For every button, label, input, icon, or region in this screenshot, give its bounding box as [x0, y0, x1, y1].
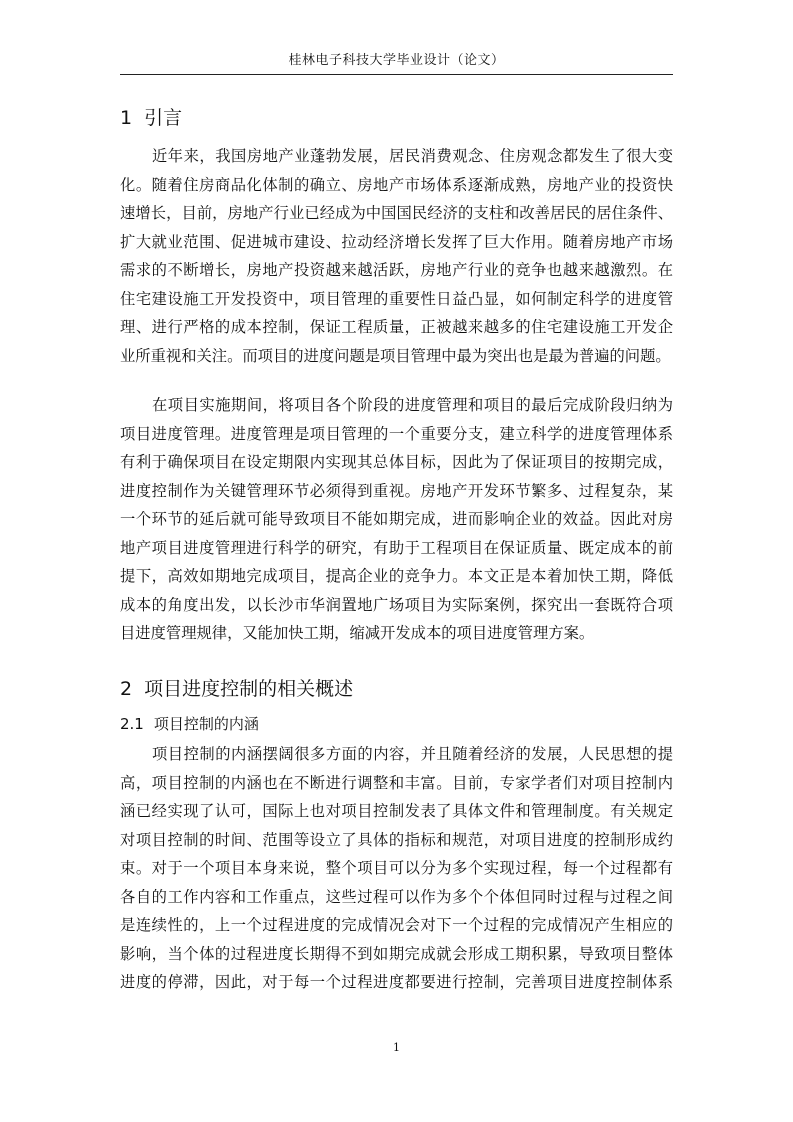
text-line: 涵已经实现了认可，国际上也对项目控制发表了具体文件和管理制度。有关规定 — [120, 802, 673, 820]
text-line: 需求的不断增长，房地产投资越来越活跃，房地产行业的竞争也越来越激烈。在 — [120, 261, 673, 279]
section-2-heading — [120, 677, 353, 701]
section-1-paragraph-1 — [120, 142, 673, 370]
section-1-number: 1 — [120, 107, 133, 129]
subsection-2-1-title: 项目控制的内涵 — [153, 715, 259, 733]
text-line: 业所重视和关注。而项目的进度问题是项目管理中最为突出也是最为普遍的问题。 — [120, 346, 671, 365]
section-2-number: 2 — [120, 678, 133, 700]
subsection-2-1-paragraph-1 — [120, 740, 673, 997]
text-line: 目进度管理规律，又能加快工期，缩减开发成本的项目进度管理方案。 — [120, 624, 595, 642]
text-line: 项目控制的内涵摆阔很多方面的内容，并且随着经济的发展，人民思想的提 — [152, 745, 673, 763]
text-line: 提下，高效如期地完成项目，提高企业的竞争力。本文正是本着加快工期，降低 — [120, 567, 673, 585]
text-line: 地产项目进度管理进行科学的研究，有助于工程项目在保证质量、既定成本的前 — [120, 538, 673, 557]
header-rule — [120, 74, 673, 75]
text-line: 高，项目控制的内涵也在不断进行调整和丰富。目前，专家学者们对项目控制内 — [120, 773, 673, 792]
section-1-paragraph-2 — [120, 391, 673, 648]
text-line: 住宅建设施工开发投资中，项目管理的重要性日益凸显，如何制定科学的进度管 — [120, 289, 673, 308]
text-line: 对项目控制的时间、范围等设立了具体的指标和规范，对项目进度的控制形成约 — [120, 830, 673, 849]
text-line: 是连续性的，上一个过程进度的完成情况会对下一个过程的完成情况产生相应的 — [120, 916, 673, 934]
text-line: 项目进度管理。进度管理是项目管理的一个重要分支，建立科学的进度管理体系 — [120, 424, 673, 443]
text-line: 一个环节的延后就可能导致项目不能如期完成，进而影响企业的效益。因此对房 — [120, 510, 673, 528]
section-1-title: 引言 — [144, 107, 183, 129]
text-line: 扩大就业范围、促进城市建设、拉动经济增长发挥了巨大作用。随着房地产市场 — [120, 232, 673, 251]
text-line: 化。随着住房商品化体制的确立、房地产市场体系逐渐成熟，房地产业的投资快 — [120, 175, 673, 194]
text-line: 理、进行严格的成本控制，保证工程质量，正被越来越多的住宅建设施工开发企 — [120, 318, 673, 336]
text-line: 影响，当个体的过程进度长期得不到如期完成就会形成工期积累，导致项目整体 — [120, 944, 673, 963]
page-number: 1 — [393, 1041, 400, 1054]
text-line: 进度控制作为关键管理环节必须得到重视。房地产开发环节繁多、过程复杂，某 — [120, 481, 673, 500]
text-line: 在项目实施期间，将项目各个阶段的进度管理和项目的最后完成阶段归纳为 — [152, 396, 673, 414]
subsection-2-1-heading — [120, 714, 259, 734]
text-line: 各自的工作内容和工作重点，这些过程可以作为多个个体但同时过程与过程之间 — [120, 887, 673, 906]
section-1-heading — [120, 106, 182, 130]
subsection-2-1-number: 2.1 — [120, 715, 144, 733]
text-line: 成本的角度出发，以长沙市华润置地广场项目为实际案例，探究出一套既符合项 — [120, 595, 673, 614]
page-header: 桂林电子科技大学毕业设计（论文） — [288, 53, 505, 68]
text-line: 近年来，我国房地产业蓬勃发展，居民消费观念、住房观念都发生了很大变 — [152, 147, 673, 165]
section-2-title: 项目进度控制的相关概述 — [144, 678, 354, 700]
text-line: 束。对于一个项目本身来说，整个项目可以分为多个实现过程，每一个过程都有 — [120, 859, 673, 877]
text-line: 有利于确保项目在设定期限内实现其总体目标，因此为了保证项目的按期完成， — [120, 453, 673, 471]
text-line: 进度的停滞，因此，对于每一个过程进度都要进行控制，完善项目进度控制体系 — [120, 973, 673, 991]
text-line: 速增长，目前，房地产行业已经成为中国国民经济的支柱和改善居民的居住条件、 — [120, 204, 673, 222]
